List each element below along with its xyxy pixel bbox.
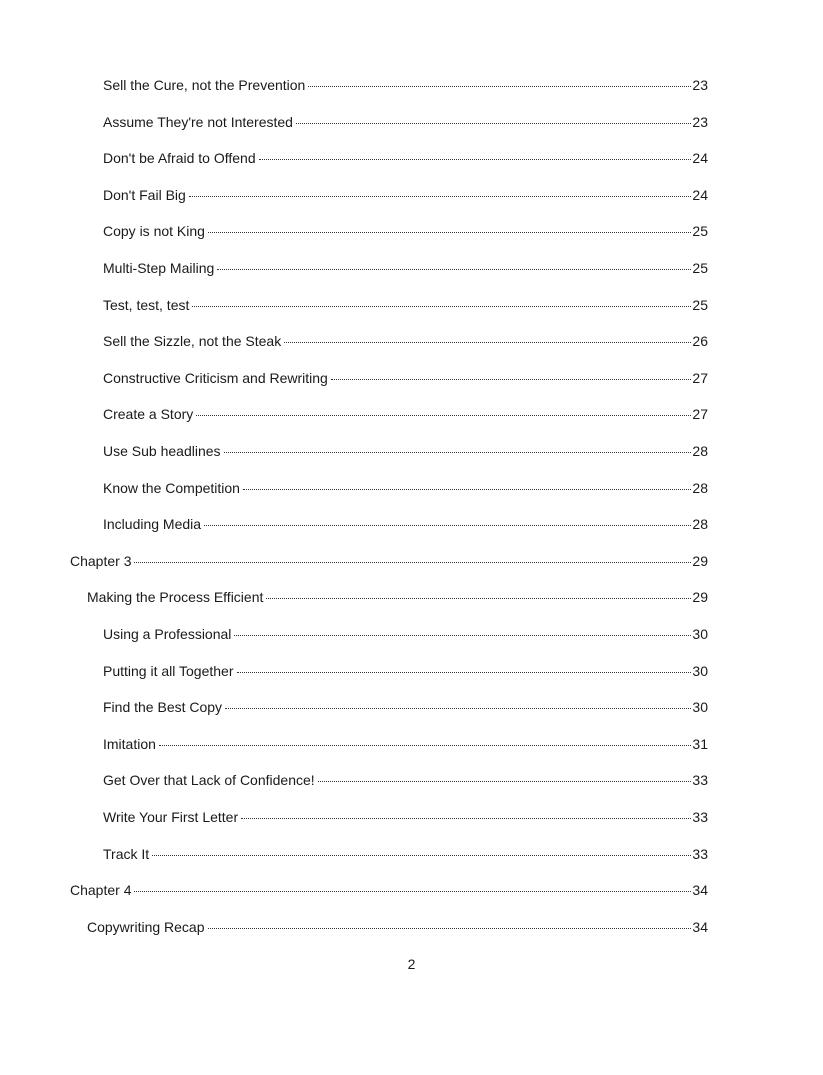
toc-entry-title: Know the Competition xyxy=(103,479,240,496)
toc-entry-page: 24 xyxy=(692,186,708,203)
toc-entry[interactable] xyxy=(70,550,708,572)
toc-entry[interactable] xyxy=(103,220,708,242)
toc-entry-page: 33 xyxy=(692,772,708,789)
toc-entry[interactable] xyxy=(103,440,708,462)
dot-leader xyxy=(134,562,691,563)
toc-entry-page: 33 xyxy=(692,809,708,825)
dot-leader xyxy=(204,525,691,526)
toc-entry[interactable] xyxy=(87,586,708,608)
toc-entry-page: 33 xyxy=(692,845,708,862)
toc-entry[interactable] xyxy=(103,111,708,133)
toc-entry-title: Sell the Sizzle, not the Steak xyxy=(103,333,282,350)
toc-entry[interactable] xyxy=(103,733,708,755)
toc-entry[interactable] xyxy=(103,660,708,682)
toc-entry-title: Multi-Step Mailing xyxy=(103,260,215,276)
toc-entry-page: 28 xyxy=(692,516,708,533)
toc-entry-page: 30 xyxy=(692,626,708,642)
toc-entry-page: 34 xyxy=(692,918,708,935)
toc-entry-title: Find the Best Copy xyxy=(103,699,223,716)
toc-entry-page: 25 xyxy=(692,296,708,313)
toc-entry[interactable] xyxy=(103,74,708,96)
dot-leader xyxy=(159,745,692,746)
toc-entry-page: 27 xyxy=(692,369,708,386)
toc-entry-page: 27 xyxy=(692,406,708,423)
toc-entry[interactable] xyxy=(103,330,708,352)
dot-leader xyxy=(259,159,692,160)
dot-leader xyxy=(296,123,691,124)
toc-entry[interactable] xyxy=(103,623,708,645)
toc-entry-title: Making the Process Efficient xyxy=(87,589,264,606)
toc-entry[interactable] xyxy=(103,806,708,828)
toc-entry-page: 23 xyxy=(692,77,708,93)
toc-entry[interactable] xyxy=(103,294,708,316)
toc-entry-title: Use Sub headlines xyxy=(103,443,221,459)
dot-leader xyxy=(217,269,691,270)
toc-entry-page: 31 xyxy=(692,735,708,752)
toc-entry-page: 29 xyxy=(692,589,708,606)
dot-leader xyxy=(318,781,692,782)
toc-entry[interactable] xyxy=(103,147,708,169)
dot-leader xyxy=(284,342,691,343)
dot-leader xyxy=(196,415,691,416)
toc-entry-page: 28 xyxy=(692,479,708,496)
toc-entry-page: 26 xyxy=(692,333,708,350)
toc-entry[interactable] xyxy=(103,257,708,279)
toc-entry-title: Track It xyxy=(103,845,150,862)
toc-entry-title: Write Your First Letter xyxy=(103,809,239,825)
toc-entry[interactable] xyxy=(103,696,708,718)
dot-leader xyxy=(208,928,692,929)
toc-entry-title: Get Over that Lack of Confidence! xyxy=(103,772,315,789)
toc-entry-title: Constructive Criticism and Rewriting xyxy=(103,369,328,386)
dot-leader xyxy=(237,672,692,673)
toc-entry-title: Using a Professional xyxy=(103,626,232,642)
toc-entry-title: Copy is not King xyxy=(103,223,205,240)
toc-entry-title: Create a Story xyxy=(103,406,194,423)
toc-entry[interactable] xyxy=(70,879,708,901)
dot-leader xyxy=(192,306,691,307)
toc-entry[interactable] xyxy=(103,769,708,791)
toc-entry-title: Don't Fail Big xyxy=(103,186,186,203)
dot-leader xyxy=(266,598,691,599)
dot-leader xyxy=(331,379,692,380)
toc-entry-title: Don't be Afraid to Offend xyxy=(103,150,256,167)
dot-leader xyxy=(208,232,691,233)
toc-entry-page: 23 xyxy=(692,113,708,130)
dot-leader xyxy=(152,855,691,856)
dot-leader xyxy=(224,452,692,453)
dot-leader xyxy=(225,708,691,709)
dot-leader xyxy=(189,196,692,197)
dot-leader xyxy=(234,635,691,636)
toc-entry-title: Including Media xyxy=(103,516,202,533)
toc-entry-title: Sell the Cure, not the Prevention xyxy=(103,77,306,93)
toc-entry-title: Test, test, test xyxy=(103,296,190,313)
toc-entry-page: 29 xyxy=(692,552,708,569)
toc-entry[interactable] xyxy=(103,367,708,389)
toc-entry-page: 28 xyxy=(692,443,708,459)
toc-entry[interactable] xyxy=(103,403,708,425)
page-number: 2 xyxy=(407,956,416,972)
toc-entry-page: 24 xyxy=(692,150,708,167)
toc-entry[interactable] xyxy=(87,916,708,938)
toc-entry-title: Imitation xyxy=(103,735,156,752)
dot-leader xyxy=(308,86,691,87)
toc-entry-title: Copywriting Recap xyxy=(87,918,205,935)
toc-entry-page: 30 xyxy=(692,699,708,716)
toc-entry-title: Chapter 4 xyxy=(70,882,132,899)
toc-entry-page: 25 xyxy=(692,260,708,276)
dot-leader xyxy=(134,891,691,892)
toc-entry-page: 25 xyxy=(692,223,708,240)
toc-entry[interactable] xyxy=(103,843,708,865)
toc-entry[interactable] xyxy=(103,477,708,499)
dot-leader xyxy=(243,489,691,490)
toc-entry-title: Assume They're not Interested xyxy=(103,113,293,130)
toc-entry[interactable] xyxy=(103,184,708,206)
toc-entry-page: 34 xyxy=(692,882,708,899)
toc-entry-title: Chapter 3 xyxy=(70,552,132,569)
toc-entry[interactable] xyxy=(103,513,708,535)
dot-leader xyxy=(241,818,691,819)
toc-entry-title: Putting it all Together xyxy=(103,662,234,679)
toc-entry-page: 30 xyxy=(692,662,708,679)
